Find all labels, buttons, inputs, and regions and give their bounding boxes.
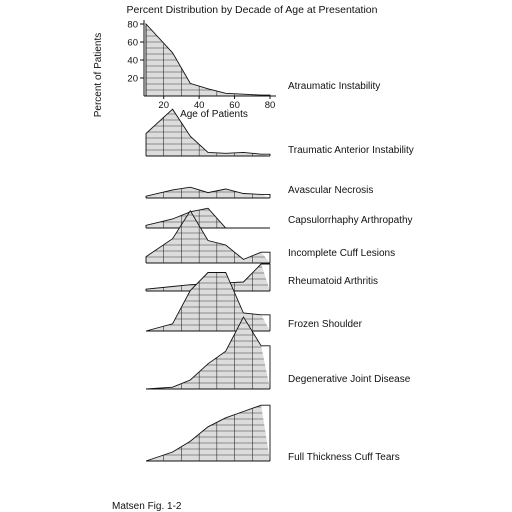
panel-label: Capsulorrhaphy Arthropathy — [288, 215, 413, 226]
panel-label: Full Thickness Cuff Tears — [288, 452, 400, 463]
panel-label: Frozen Shoulder — [288, 319, 362, 330]
y-tick-label: 40 — [127, 55, 138, 67]
panel-label: Atraumatic Instability — [288, 81, 381, 92]
area-fill — [146, 405, 270, 461]
y-axis-label: Percent of Patients — [93, 32, 104, 118]
y-tick-label: 20 — [127, 73, 138, 85]
panels-group — [127, 6, 413, 463]
figure-caption: Matsen Fig. 1-2 — [112, 501, 182, 512]
x-tick-label: 80 — [264, 100, 276, 111]
panel-0 — [127, 6, 380, 111]
panel-label: Traumatic Anterior Instability — [288, 145, 414, 156]
panel-label: Avascular Necrosis — [288, 185, 374, 196]
x-tick-label: 60 — [229, 100, 240, 111]
panel-label: Rheumatoid Arthritis — [288, 276, 379, 287]
y-tick-label: 80 — [127, 19, 138, 31]
panel-label: Incomplete Cuff Lesions — [288, 248, 396, 259]
x-tick-label: 40 — [193, 100, 205, 111]
y-tick-label: 60 — [127, 37, 138, 49]
chart-title: Percent Distribution by Decade of Age at Presentation — [126, 4, 378, 16]
area-fill — [146, 208, 270, 228]
panel-label: Degenerative Joint Disease — [288, 374, 411, 385]
x-tick-label: 20 — [158, 100, 170, 111]
x-axis-label: Age of Patients — [180, 109, 248, 120]
